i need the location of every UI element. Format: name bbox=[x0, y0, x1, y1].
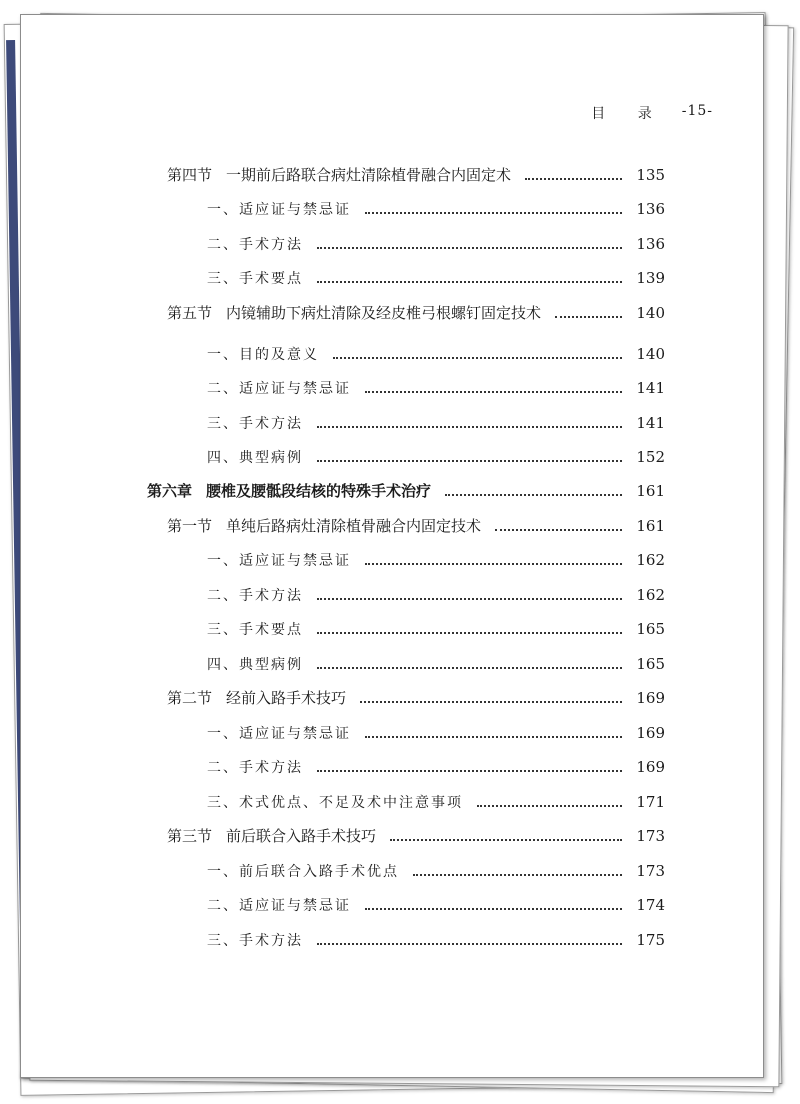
toc-entry-page-number: 174 bbox=[636, 896, 665, 914]
toc-entry-title: 二、适应证与禁忌证 bbox=[207, 898, 351, 914]
toc-entry-title: 一、适应证与禁忌证 bbox=[207, 202, 351, 218]
toc-entry-page-number: 136 bbox=[636, 235, 665, 253]
dot-leader bbox=[365, 212, 622, 214]
dot-leader bbox=[317, 598, 622, 600]
dot-leader bbox=[365, 736, 622, 738]
toc-entry-page-number: 162 bbox=[636, 551, 665, 569]
toc-entry-page-number: 161 bbox=[636, 482, 665, 500]
toc-entry-page-number: 161 bbox=[636, 517, 665, 535]
toc-entry-title: 四、典型病例 bbox=[207, 450, 303, 466]
toc-entry-item[interactable] bbox=[207, 654, 665, 675]
toc-entry-item[interactable] bbox=[207, 619, 665, 640]
toc-entry-label: 第一节 bbox=[167, 517, 213, 535]
toc-entry-section[interactable] bbox=[167, 165, 665, 185]
toc-entry-page-number: 173 bbox=[636, 862, 665, 880]
toc-entry-title: 内镜辅助下病灶清除及经皮椎弓根螺钉固定技术 bbox=[226, 304, 542, 322]
toc-entry-page-number: 169 bbox=[636, 689, 665, 707]
toc-entry-item[interactable] bbox=[207, 550, 665, 571]
toc-entry-item[interactable] bbox=[207, 234, 665, 255]
toc-entry-title: 一、前后联合入路手术优点 bbox=[207, 864, 399, 880]
dot-leader bbox=[477, 805, 622, 807]
toc-entry-item[interactable] bbox=[207, 895, 665, 916]
toc-entry-title: 一期前后路联合病灶清除植骨融合内固定术 bbox=[226, 166, 512, 184]
toc-entry-item[interactable] bbox=[207, 413, 665, 434]
dot-leader bbox=[365, 391, 622, 393]
running-head-page-number: -15- bbox=[681, 103, 713, 119]
toc-entry-title: 腰椎及腰骶段结核的特殊手术治疗 bbox=[206, 482, 432, 500]
dot-leader bbox=[365, 563, 622, 565]
toc-entry-label: 第四节 bbox=[167, 166, 213, 184]
toc-entry-page-number: 136 bbox=[636, 200, 665, 218]
toc-entry-item[interactable] bbox=[207, 268, 665, 289]
toc-entry-title: 三、手术方法 bbox=[207, 416, 303, 432]
toc-entry-item[interactable] bbox=[207, 199, 665, 220]
toc-entry-page-number: 135 bbox=[636, 166, 665, 184]
dot-leader bbox=[445, 494, 622, 496]
toc-entry-title: 一、适应证与禁忌证 bbox=[207, 553, 351, 569]
toc-entry-page-number: 165 bbox=[636, 655, 665, 673]
toc-entry-title: 单纯后路病灶清除植骨融合内固定技术 bbox=[226, 517, 482, 535]
toc-entry-page-number: 173 bbox=[636, 827, 665, 845]
dot-leader bbox=[317, 426, 622, 428]
toc-entry-title: 三、手术方法 bbox=[207, 933, 303, 949]
toc-entry-page-number: 141 bbox=[636, 414, 665, 432]
dot-leader bbox=[317, 281, 622, 283]
document-page bbox=[20, 14, 764, 1078]
dot-leader bbox=[333, 357, 622, 359]
toc-entry-page-number: 140 bbox=[636, 304, 665, 322]
toc-entry-page-number: 175 bbox=[636, 931, 665, 949]
dot-leader bbox=[317, 667, 622, 669]
toc-entry-title: 前后联合入路手术技巧 bbox=[226, 827, 377, 845]
toc-entry-item[interactable] bbox=[207, 792, 665, 813]
toc-entry-title: 一、目的及意义 bbox=[207, 347, 319, 363]
toc-entry-page-number: 139 bbox=[636, 269, 665, 287]
toc-entry-item[interactable] bbox=[207, 723, 665, 744]
toc-entry-page-number: 169 bbox=[636, 724, 665, 742]
toc-entry-section[interactable] bbox=[167, 688, 665, 708]
dot-leader bbox=[365, 908, 622, 910]
running-head-title: 目 录 bbox=[591, 106, 666, 122]
toc-entry-chapter[interactable] bbox=[147, 481, 665, 501]
toc-entry-item[interactable] bbox=[207, 378, 665, 399]
dot-leader bbox=[390, 839, 622, 841]
toc-entry-page-number: 162 bbox=[636, 586, 665, 604]
dot-leader bbox=[360, 701, 622, 703]
toc-entry-label: 第三节 bbox=[167, 827, 213, 845]
toc-entry-label: 第五节 bbox=[167, 304, 213, 322]
toc-entry-section[interactable] bbox=[167, 516, 665, 536]
toc-entry-section[interactable] bbox=[167, 303, 665, 323]
toc-entry-title: 四、典型病例 bbox=[207, 657, 303, 673]
toc-entry-page-number: 171 bbox=[636, 793, 665, 811]
dot-leader bbox=[317, 247, 622, 249]
running-head bbox=[591, 103, 713, 123]
toc-entry-title: 二、手术方法 bbox=[207, 237, 303, 253]
toc-entry-title: 三、手术要点 bbox=[207, 622, 303, 638]
toc-entry-title: 二、手术方法 bbox=[207, 588, 303, 604]
toc-entry-title: 一、适应证与禁忌证 bbox=[207, 726, 351, 742]
dot-leader bbox=[317, 943, 622, 945]
toc-entry-page-number: 140 bbox=[636, 345, 665, 363]
toc-entry-item[interactable] bbox=[207, 930, 665, 951]
dot-leader bbox=[495, 529, 622, 531]
toc-entry-label: 第二节 bbox=[167, 689, 213, 707]
dot-leader bbox=[525, 178, 622, 180]
toc-entry-title: 经前入路手术技巧 bbox=[226, 689, 347, 707]
dot-leader bbox=[413, 874, 622, 876]
toc-entry-item[interactable] bbox=[207, 344, 665, 365]
toc-entry-title: 二、手术方法 bbox=[207, 760, 303, 776]
toc-entry-page-number: 169 bbox=[636, 758, 665, 776]
toc-entry-page-number: 152 bbox=[636, 448, 665, 466]
toc-entry-item[interactable] bbox=[207, 861, 665, 882]
toc-entry-item[interactable] bbox=[207, 447, 665, 468]
toc-entry-item[interactable] bbox=[207, 757, 665, 778]
dot-leader bbox=[317, 460, 622, 462]
toc-entry-label: 第六章 bbox=[147, 482, 193, 500]
dot-leader bbox=[555, 316, 622, 318]
toc-entry-item[interactable] bbox=[207, 585, 665, 606]
dot-leader bbox=[317, 770, 622, 772]
toc-entry-page-number: 165 bbox=[636, 620, 665, 638]
toc-entry-title: 三、术式优点、不足及术中注意事项 bbox=[207, 795, 463, 811]
toc-entry-title: 二、适应证与禁忌证 bbox=[207, 381, 351, 397]
dot-leader bbox=[317, 632, 622, 634]
toc-entry-page-number: 141 bbox=[636, 379, 665, 397]
toc-entry-section[interactable] bbox=[167, 826, 665, 846]
toc-entry-title: 三、手术要点 bbox=[207, 271, 303, 287]
